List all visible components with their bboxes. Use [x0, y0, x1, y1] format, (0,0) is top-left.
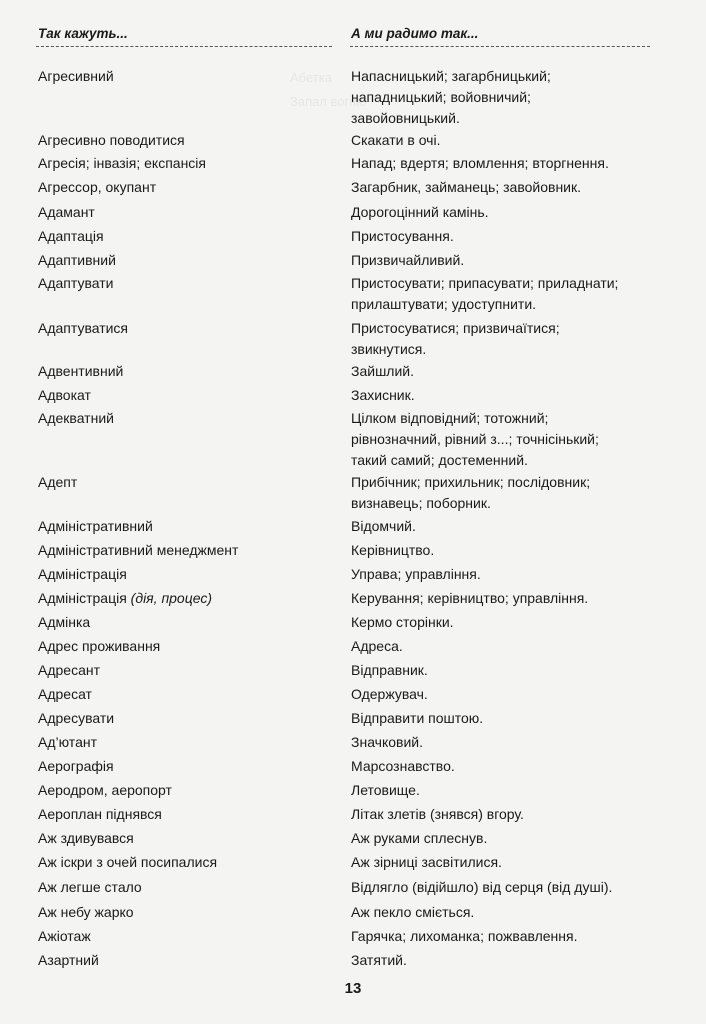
entry-translation [351, 780, 661, 801]
entry-term: Адепт [38, 474, 78, 490]
entry-translation [351, 902, 661, 923]
translation-line: Відправник. [351, 662, 428, 678]
entry-translation [351, 852, 661, 873]
translation-line: Керування; керівництво; управління. [351, 590, 589, 606]
page-number: 13 [344, 980, 362, 997]
entry-translation [351, 708, 661, 729]
entry-term: Адаптуватися [38, 320, 129, 336]
entry-term: Агресія; інвазія; експансія [38, 155, 206, 171]
entry-term: Ажіотаж [38, 928, 91, 944]
entry-translation [351, 926, 661, 947]
translation-line: Відправити поштою. [351, 710, 484, 726]
entry-translation [351, 408, 661, 471]
entry-term: Адаптивний [38, 252, 116, 268]
translation-line: Кермо сторінки. [351, 614, 454, 630]
translation-line: нападницький; войовничий; [351, 89, 531, 105]
translation-line: прилаштувати; удоступнити. [351, 296, 537, 312]
entry-term: Адвентивний [38, 363, 124, 379]
translation-line: Аж пекло сміється. [351, 904, 475, 920]
entry-term: Адресант [38, 662, 101, 678]
translation-line: визнавець; поборник. [351, 495, 491, 511]
entry-translation [351, 660, 661, 681]
entry-translation [351, 226, 661, 247]
entry-translation [351, 636, 661, 657]
entry-translation [351, 472, 661, 514]
entry-term: Адамант [38, 204, 95, 220]
entry-translation [351, 588, 661, 609]
translation-line: Прибічник; прихильник; послідовник; [351, 474, 591, 490]
translation-line: Захисник. [351, 387, 415, 403]
translation-line: Аж зірниці засвітилися. [351, 854, 502, 870]
entry-term: Адміністрація [38, 566, 127, 582]
entry-translation [351, 202, 661, 223]
translation-line: Одержувач. [351, 686, 428, 702]
entry-term: Адміністративний менеджмент [38, 542, 239, 558]
entry-translation [351, 318, 661, 360]
translation-line: Дорогоцінний камінь. [351, 204, 489, 220]
entry-translation [351, 804, 661, 825]
entry-translation [351, 732, 661, 753]
translation-line: Значковий. [351, 734, 423, 750]
translation-line: звикнутися. [351, 341, 427, 357]
entry-term: Аж іскри з очей посипалися [38, 854, 218, 870]
entry-term: Адвокат [38, 387, 91, 403]
translation-line: Пристосувати; припасувати; приладнати; [351, 275, 619, 291]
translation-line: рівнозначний, рівний з...; точнісінький; [351, 431, 599, 447]
entry-translation [351, 361, 661, 382]
translation-line: Затятий. [351, 952, 407, 968]
entry-translation [351, 540, 661, 561]
header-left: Так кажуть... [38, 26, 128, 41]
entry-term: Аерографія [38, 758, 114, 774]
translation-line: Управа; управління. [351, 566, 481, 582]
entry-translation [351, 250, 661, 271]
entry-translation [351, 684, 661, 705]
translation-line: Цілком відповідний; тотожний; [351, 410, 549, 426]
translation-line: Відомчий. [351, 518, 416, 534]
entry-term: Аж небу жарко [38, 904, 134, 920]
entry-term: Адекватний [38, 410, 114, 426]
entry-translation [351, 130, 661, 151]
term-text: Адміністрація [38, 590, 127, 606]
translation-line: Марсознавство. [351, 758, 455, 774]
bleed-through: Запал вогню [290, 94, 367, 109]
entry-term: Адміністративний [38, 518, 153, 534]
entry-term: Агрессор, окупант [38, 179, 157, 195]
entry-translation [351, 950, 661, 971]
entry-term: Аж здивувався [38, 830, 134, 846]
translation-line: Відлягло (відійшло) від серця (від душі). [351, 879, 613, 895]
entry-translation [351, 877, 661, 898]
entry-translation [351, 516, 661, 537]
entry-term: Адресат [38, 686, 92, 702]
entry-translation [351, 612, 661, 633]
entry-term: Агресивний [38, 68, 114, 84]
translation-line: такий самий; достеменний. [351, 452, 528, 468]
translation-line: Напад; вдертя; вломлення; вторгнення. [351, 155, 609, 171]
entry-term: Адрес проживання [38, 638, 161, 654]
entry-term: Адресувати [38, 710, 115, 726]
translation-line: Призвичайливий. [351, 252, 465, 268]
header-rule-left [36, 46, 332, 47]
entry-translation [351, 153, 661, 174]
translation-line: Напасницький; загарбницький; [351, 68, 551, 84]
entry-term: Азартний [38, 952, 99, 968]
translation-line: Зайшлий. [351, 363, 414, 379]
entry-term: Адаптувати [38, 275, 114, 291]
term-note: (дія, процес) [130, 590, 213, 606]
translation-line: Скакати в очі. [351, 132, 441, 148]
entry-term: Агресивно поводитися [38, 132, 185, 148]
entry-translation [351, 273, 661, 315]
entry-term: Аж легше стало [38, 879, 142, 895]
translation-line: Пристосуватися; призвичаїтися; [351, 320, 560, 336]
entry-term: Адмінка [38, 614, 91, 630]
entry-translation [351, 66, 661, 129]
bleed-through: Абетка [290, 70, 332, 85]
translation-line: Керівництво. [351, 542, 435, 558]
entry-translation [351, 177, 661, 198]
translation-line: Пристосування. [351, 228, 454, 244]
entry-term: Ад’ютант [38, 734, 97, 750]
translation-line: Літак злетів (знявся) вгору. [351, 806, 524, 822]
translation-line: Загарбник, займанець; завойовник. [351, 179, 582, 195]
translation-line: Адреса. [351, 638, 403, 654]
entry-translation [351, 564, 661, 585]
translation-line: Аж руками сплеснув. [351, 830, 488, 846]
translation-line: Летовище. [351, 782, 420, 798]
header-rule-right [350, 46, 650, 47]
entry-term: Аеродром, аеропорт [38, 782, 172, 798]
entry-translation [351, 756, 661, 777]
header-right: А ми радимо так... [351, 26, 479, 41]
entry-translation [351, 828, 661, 849]
translation-line: завойовницький. [351, 110, 460, 126]
entry-term: Адаптація [38, 228, 104, 244]
entry-term [38, 588, 338, 609]
entry-translation [351, 385, 661, 406]
entry-term: Аероплан піднявся [38, 806, 162, 822]
translation-line: Гарячка; лихоманка; пожвавлення. [351, 928, 578, 944]
